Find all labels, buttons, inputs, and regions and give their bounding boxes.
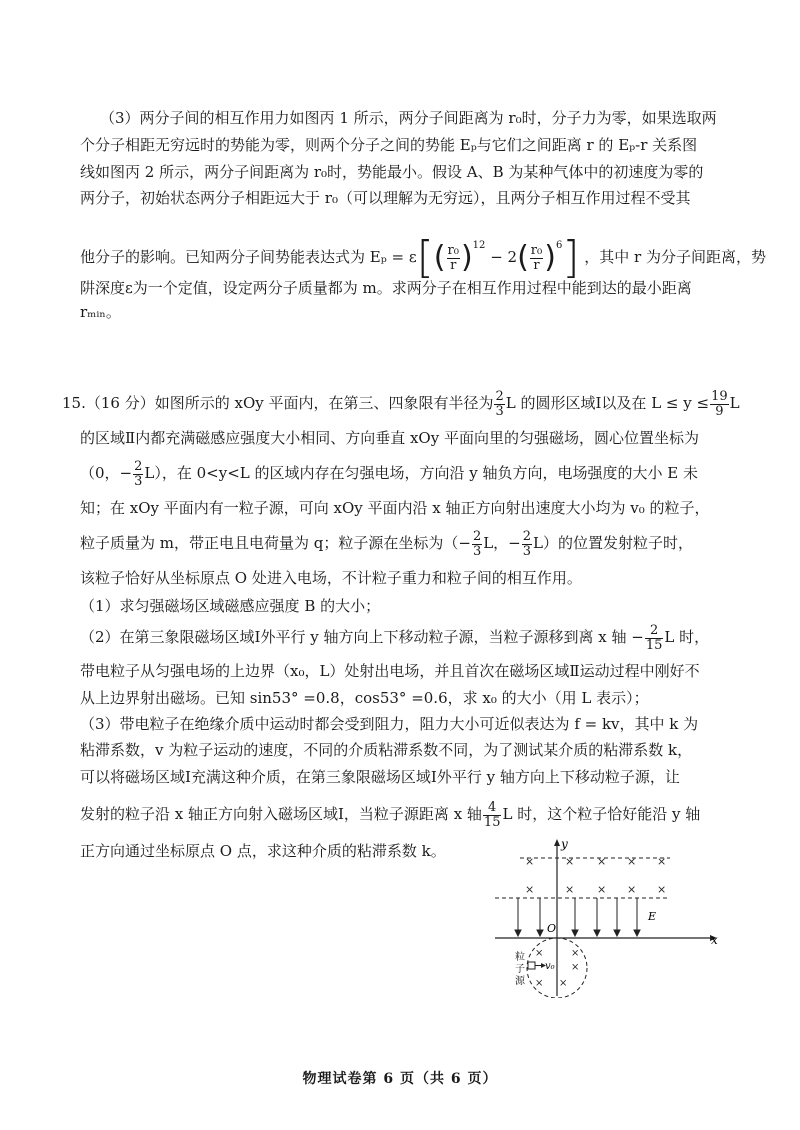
source-label xyxy=(515,950,526,987)
fraction-r0-over-r-2: $\frac{\text{r₀}}{r}$ xyxy=(530,242,543,273)
cross: × xyxy=(559,978,568,989)
cross: × xyxy=(657,855,667,868)
cross: × xyxy=(535,948,544,959)
cross: × xyxy=(571,962,580,973)
q15-line5-a: 粒子质量为 m，带正电且电荷量为 q；粒子源在坐标为（− xyxy=(80,534,471,552)
part3-line7: rₘᵢₙ。 xyxy=(80,303,121,321)
q15-sub3-line3: 可以将磁场区域Ⅰ充满这种介质，在第三象限磁场区域Ⅰ外平行 y 轴方向上下移动粒子源，让 xyxy=(80,768,680,786)
q15-line4: 知；在 xOy 平面内有一粒子源，可向 xOy 平面内沿 x 轴正方向射出速度大小均为 v₀ 的粒子， xyxy=(80,499,710,517)
y-axis-arrow xyxy=(554,839,560,846)
svg-text:源: 源 xyxy=(515,976,525,987)
paren-close: ) xyxy=(460,240,473,275)
q15-sub3-line5: 正方向通过坐标原点 O 点，求这种介质的粘滞系数 k。 xyxy=(80,842,446,860)
q15-sub3-line1: （3）带电粒子在绝缘介质中运动时都会受到阻力，阻力大小可近似表达为 f = kv，其中 k 为 xyxy=(80,715,699,733)
q15-sub3-line4 xyxy=(80,794,700,834)
particle-source xyxy=(528,962,535,969)
fraction-2-15: $\frac{2}{15}$ xyxy=(645,622,663,653)
q15-line1-a: 15.（16 分）如图所示的 xOy 平面内，在第三、四象限有半径为 xyxy=(62,394,494,412)
cross: × xyxy=(535,978,544,989)
cross: × xyxy=(597,883,607,896)
q15-sub3-e: L 时，这个粒子恰好能沿 y 轴 xyxy=(502,805,701,823)
cross: × xyxy=(571,948,580,959)
fraction-4-15: $\frac{4}{15}$ xyxy=(483,799,501,830)
part3-line5-text-b: ，其中 r 为分子间距离，势 xyxy=(584,248,766,266)
cross: × xyxy=(627,883,637,896)
cross: × xyxy=(597,855,607,868)
part3-line5 xyxy=(80,222,766,282)
field-diagram xyxy=(485,838,725,998)
q15-sub2-line2: 带电粒子从匀强电场的上边界（x₀，L）处射出电场，并且首次在磁场区域Ⅱ运动过程中刚好不 xyxy=(80,662,700,680)
q15-sub1: （1）求匀强磁场区域磁感应强度 B 的大小； xyxy=(80,597,381,615)
fraction-2-3-c: $\frac{2}{3}$ xyxy=(472,528,482,559)
cross: × xyxy=(525,883,535,896)
q15-line6: 该粒子恰好从坐标原点 O 处进入电场，不计粒子重力和粒子间的相互作用。 xyxy=(80,569,582,587)
formula-lhs: Eₚ = ε xyxy=(369,248,417,266)
q15-line1-c: L xyxy=(729,394,740,412)
paren-close-2: ) xyxy=(544,240,556,275)
origin-label: O xyxy=(547,922,557,935)
part3-line1: （3）两分子间的相互作用力如图丙 1 所示，两分子间距离为 r₀时，分子力为零，如果选取两 xyxy=(100,109,717,127)
y-label: y xyxy=(561,838,568,851)
part3-line4: 两分子，初始状态两分子相距远大于 r₀（可以理解为无穷远），且两分子相互作用过程不受其 xyxy=(80,189,691,207)
cross: × xyxy=(627,855,637,868)
v0-label: v₀ xyxy=(545,961,555,972)
q15-sub2-line1 xyxy=(80,620,709,654)
cross: × xyxy=(565,883,575,896)
q15-sub2-b: L 时， xyxy=(664,628,710,646)
q15-line3-b: L），在 0<y<L 的区域内存在匀强电场，方向沿 y 轴负方向，电场强度的大小 E 未 xyxy=(144,464,699,482)
q15-line2: 的区域Ⅱ内都充满磁感应强度大小相同、方向垂直 xOy 平面向里的匀强磁场，圆心位置坐标为 xyxy=(80,429,699,447)
q15-line5-b: L，− xyxy=(483,534,521,552)
page-footer: 物理试卷第 6 页（共 6 页） xyxy=(302,1071,498,1087)
e-field-arrows xyxy=(515,898,640,936)
left-bracket: [ xyxy=(416,232,434,283)
right-bracket: ] xyxy=(562,232,580,283)
fraction-2-3-b: $\frac{2}{3}$ xyxy=(134,458,143,489)
q15-line3 xyxy=(80,456,698,490)
region2-crosses xyxy=(525,855,666,896)
part3-line6: 阱深度ε为一个定值，设定两分子质量都为 m。求两分子在相互作用过程中能到达的最小距离 xyxy=(80,279,692,297)
e-label: E xyxy=(648,910,657,923)
q15-sub2-a: （2）在第三象限磁场区域Ⅰ外平行 y 轴方向上下移动粒子源，当粒子源移到离 x 轴 − xyxy=(80,628,644,646)
fraction-2-3: $\frac{2}{3}$ xyxy=(495,388,504,419)
cross: × xyxy=(525,855,535,868)
q15-line5-c: L）的位置发射粒子时， xyxy=(533,534,693,552)
x-label: x xyxy=(711,933,718,947)
fraction-r0-over-r-1: $\frac{\text{r₀}}{r}$ xyxy=(447,242,459,273)
paren-open: ( xyxy=(433,240,446,275)
q15-sub3-line2: 粘滞系数，v 为粒子运动的速度，不同的介质粘滞系数不同，为了测试某介质的粘滞系数 k， xyxy=(80,741,693,759)
cross: × xyxy=(565,855,575,868)
svg-text:粒: 粒 xyxy=(515,952,525,963)
fraction-19-9: $\frac{19}{9}$ xyxy=(711,388,728,419)
q15-line5 xyxy=(80,526,693,560)
exponent-12: 12 xyxy=(472,240,486,251)
paren-open-2: ( xyxy=(517,240,529,275)
q15-line1 xyxy=(62,386,740,420)
fraction-2-3-d: $\frac{2}{3}$ xyxy=(522,528,532,559)
cross: × xyxy=(657,883,667,896)
exponent-6: 6 xyxy=(555,240,563,251)
svg-text:子: 子 xyxy=(515,964,525,975)
q15-sub3-d: 发射的粒子沿 x 轴正方向射入磁场区域Ⅰ，当粒子源距离 x 轴 xyxy=(80,805,482,823)
part3-line3: 线如图丙 2 所示，两分子间距离为 r₀时，势能最小。假设 A、B 为某种气体中的初速度为零的 xyxy=(80,163,704,181)
formula-minus-two: − 2 xyxy=(490,248,518,266)
q15-line1-b: L 的圆形区域Ⅰ以及在 L ≤ y ≤ xyxy=(505,394,710,412)
potential-formula xyxy=(369,232,584,283)
part3-line5-text-a: 他分子的影响。已知两分子间势能表达式为 xyxy=(80,248,366,266)
part3-line2: 个分子相距无穷远时的势能为零，则两个分子之间的势能 Eₚ与它们之间距离 r 的 Eₚ-r 关系图 xyxy=(80,136,698,154)
q15-line3-a: （0，− xyxy=(80,464,133,482)
q15-sub2-line3: 从上边界射出磁场。已知 sin53° =0.8，cos53° =0.6，求 x₀ 的大小（用 L 表示）； xyxy=(80,689,649,707)
